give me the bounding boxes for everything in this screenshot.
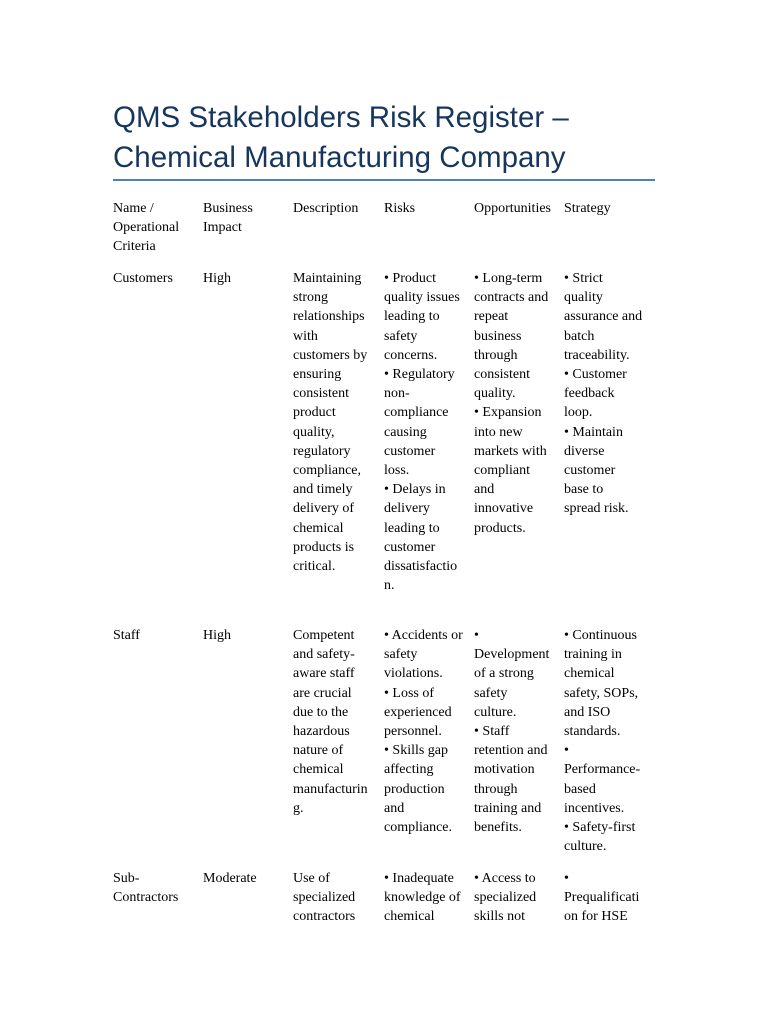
cell-strategy	[564, 626, 654, 869]
opportunity-item: • Development of a strong safety culture.	[474, 628, 550, 720]
risk-item: • Product quality issues leading to safety concerns.	[384, 271, 460, 363]
title-underline-rule	[113, 179, 655, 181]
risk-item: • Skills gap affecting production and compliance.	[384, 743, 453, 836]
opportunity-item: • Expansion into new markets with compliant and innovative products.	[474, 405, 547, 536]
strategy-item: • Prequalification for HSE	[564, 871, 640, 925]
strategy-item: • Maintain diverse customer base to spread risk.	[564, 424, 629, 517]
cell-opportunities	[474, 626, 564, 869]
risk-register-table	[113, 199, 654, 927]
column-header-risks: Risks	[384, 201, 416, 216]
cell-risks	[384, 626, 474, 869]
opportunity-item: • Access to specialized skills not	[474, 871, 537, 925]
cell-risks	[384, 869, 474, 927]
document-title: QMS Stakeholders Risk Register – Chemical Manufacturing Company	[113, 101, 569, 174]
opportunity-item: • Staff retention and motivation through training and benefits.	[474, 724, 548, 836]
column-header-name: Name / Operational Criteria	[113, 201, 180, 255]
opportunity-item: • Long-term contracts and repeat business through consistent quality.	[474, 271, 549, 402]
strategy-item: • Strict quality assurance and batch traceability.	[564, 271, 643, 363]
table-row-sub-contractors	[113, 869, 654, 927]
risk-item: • Loss of experienced personnel.	[384, 685, 452, 740]
column-header-description: Description	[293, 201, 359, 216]
cell-impact: High	[203, 271, 231, 286]
table-header-row	[113, 199, 654, 269]
risk-item: • Delays in delivery leading to customer dissatisfaction.	[384, 482, 458, 594]
cell-risks	[384, 269, 474, 626]
table-row-customers	[113, 269, 654, 626]
cell-description: Competent and safety-aware staff are crucial due to the hazardous nature of chemical manufacturing.	[293, 628, 368, 816]
cell-name: Customers	[113, 271, 173, 286]
risk-item: • Inadequate knowledge of chemical	[384, 871, 461, 925]
strategy-item: • Performance-based incentives.	[564, 743, 641, 816]
strategy-item: • Continuous training in chemical safety, SOPs, and ISO standards.	[564, 628, 639, 740]
cell-opportunities	[474, 269, 564, 626]
column-header-strategy: Strategy	[564, 201, 611, 216]
cell-description: Maintaining strong relationships with customers by ensuring consistent product quality, regulatory compliance, and timely delivery of chemical products is critical.	[293, 271, 368, 575]
cell-strategy	[564, 869, 654, 927]
table-row-staff	[113, 626, 654, 869]
cell-impact: Moderate	[203, 871, 257, 886]
cell-name: Staff	[113, 628, 140, 643]
cell-strategy	[564, 269, 654, 626]
risk-item: • Regulatory non-compliance causing customer loss.	[384, 367, 455, 479]
table-body	[113, 269, 654, 927]
strategy-item: • Safety-first culture.	[564, 820, 636, 855]
column-header-opportunities: Opportunities	[474, 201, 551, 216]
cell-opportunities	[474, 869, 564, 927]
risk-item: • Accidents or safety violations.	[384, 628, 463, 682]
cell-impact: High	[203, 628, 231, 643]
cell-name: Sub-Contractors	[113, 871, 179, 906]
table-header	[113, 199, 654, 269]
cell-description: Use of specialized contractors	[293, 871, 356, 925]
column-header-impact: Business Impact	[203, 201, 253, 236]
strategy-item: • Customer feedback loop.	[564, 367, 627, 421]
